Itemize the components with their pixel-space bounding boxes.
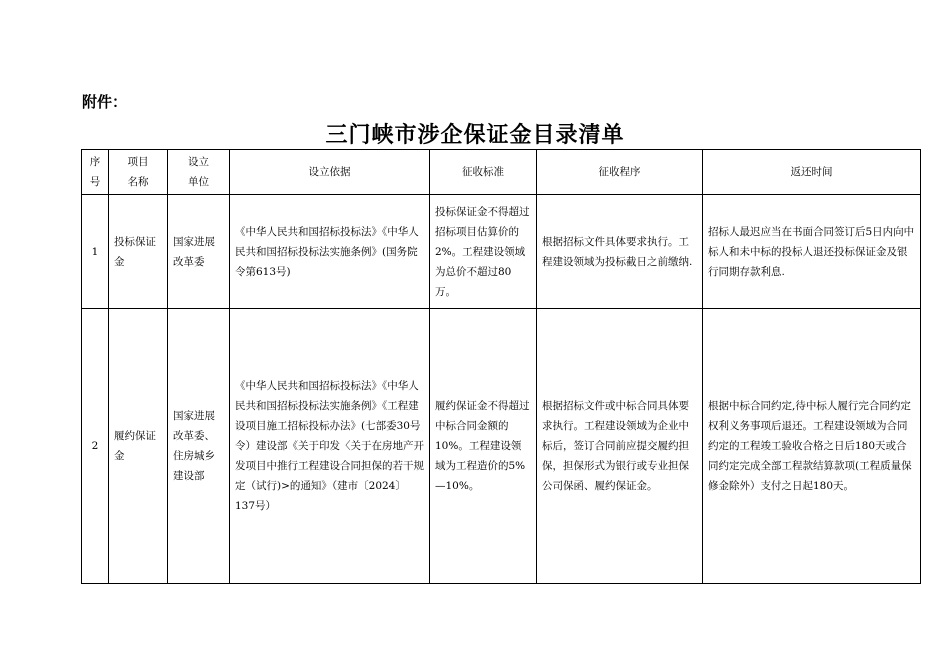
table-header-row	[82, 150, 921, 195]
row-refund: 根据中标合同约定,待中标人履行完合同约定权利义务事项后退还。工程建设领域为合同约定的工程竣工验收合格之日后180天或合同约定完成全部工程款结算款项(工程质量保修金除外）支付之日起180天。	[703, 309, 921, 584]
row-standard: 投标保证金不得超过招标项目估算价的2%。工程建设领域为总价不超过80万。	[430, 195, 537, 309]
row-basis: 《中华人民共和国招标投标法》《中华人民共和国招标投标法实施条例》《工程建设项目施工招标投标办法》(七部委30号令）建设部《关于印发〈关于在房地产开发项目中推行工程建设合同担保的若干规定（试行)>的通知》（建市〔2024〕137号）	[230, 309, 430, 584]
row-procedure: 根据招标文件具体要求执行。工程建设领域为投标截日之前缴纳.	[537, 195, 703, 309]
table-row	[82, 195, 921, 309]
attachment-label: 附件：	[82, 93, 128, 111]
row-name: 投标保证金	[109, 195, 168, 309]
header-unit: 设立 单位	[168, 150, 230, 195]
row-standard: 履约保证金不得超过中标合同金额的10%。工程建设领域为工程造价的5%—10%。	[430, 309, 537, 584]
row-procedure: 根据招标文件或中标合同具体要求执行。工程建设领域为企业中标后，签订合同前应提交履约担保，担保形式为银行或专业担保公司保函、履约保证金。	[537, 309, 703, 584]
row-basis: 《中华人民共和国招标投标法》《中华人民共和国招标投标法实施条例》(国务院令第613号)	[230, 195, 430, 309]
deposit-catalog-table	[81, 149, 921, 584]
table-row	[82, 309, 921, 584]
row-no: 2	[82, 309, 109, 584]
header-standard: 征收标准	[430, 150, 537, 195]
row-refund: 招标人最迟应当在书面合同签订后5日内向中标人和未中标的投标人退还投标保证金及银行同期存款利息.	[703, 195, 921, 309]
header-refund: 返还时间	[703, 150, 921, 195]
row-name: 履约保证金	[109, 309, 168, 584]
row-unit: 国家进展改革委、住房城乡建设部	[168, 309, 230, 584]
page-title: 三门峡市涉企保证金目录清单	[325, 123, 625, 148]
header-procedure: 征收程序	[537, 150, 703, 195]
header-basis: 设立依据	[230, 150, 430, 195]
row-unit: 国家进展改革委	[168, 195, 230, 309]
row-no: 1	[82, 195, 109, 309]
header-no: 序 号	[82, 150, 109, 195]
header-name: 项目 名称	[109, 150, 168, 195]
